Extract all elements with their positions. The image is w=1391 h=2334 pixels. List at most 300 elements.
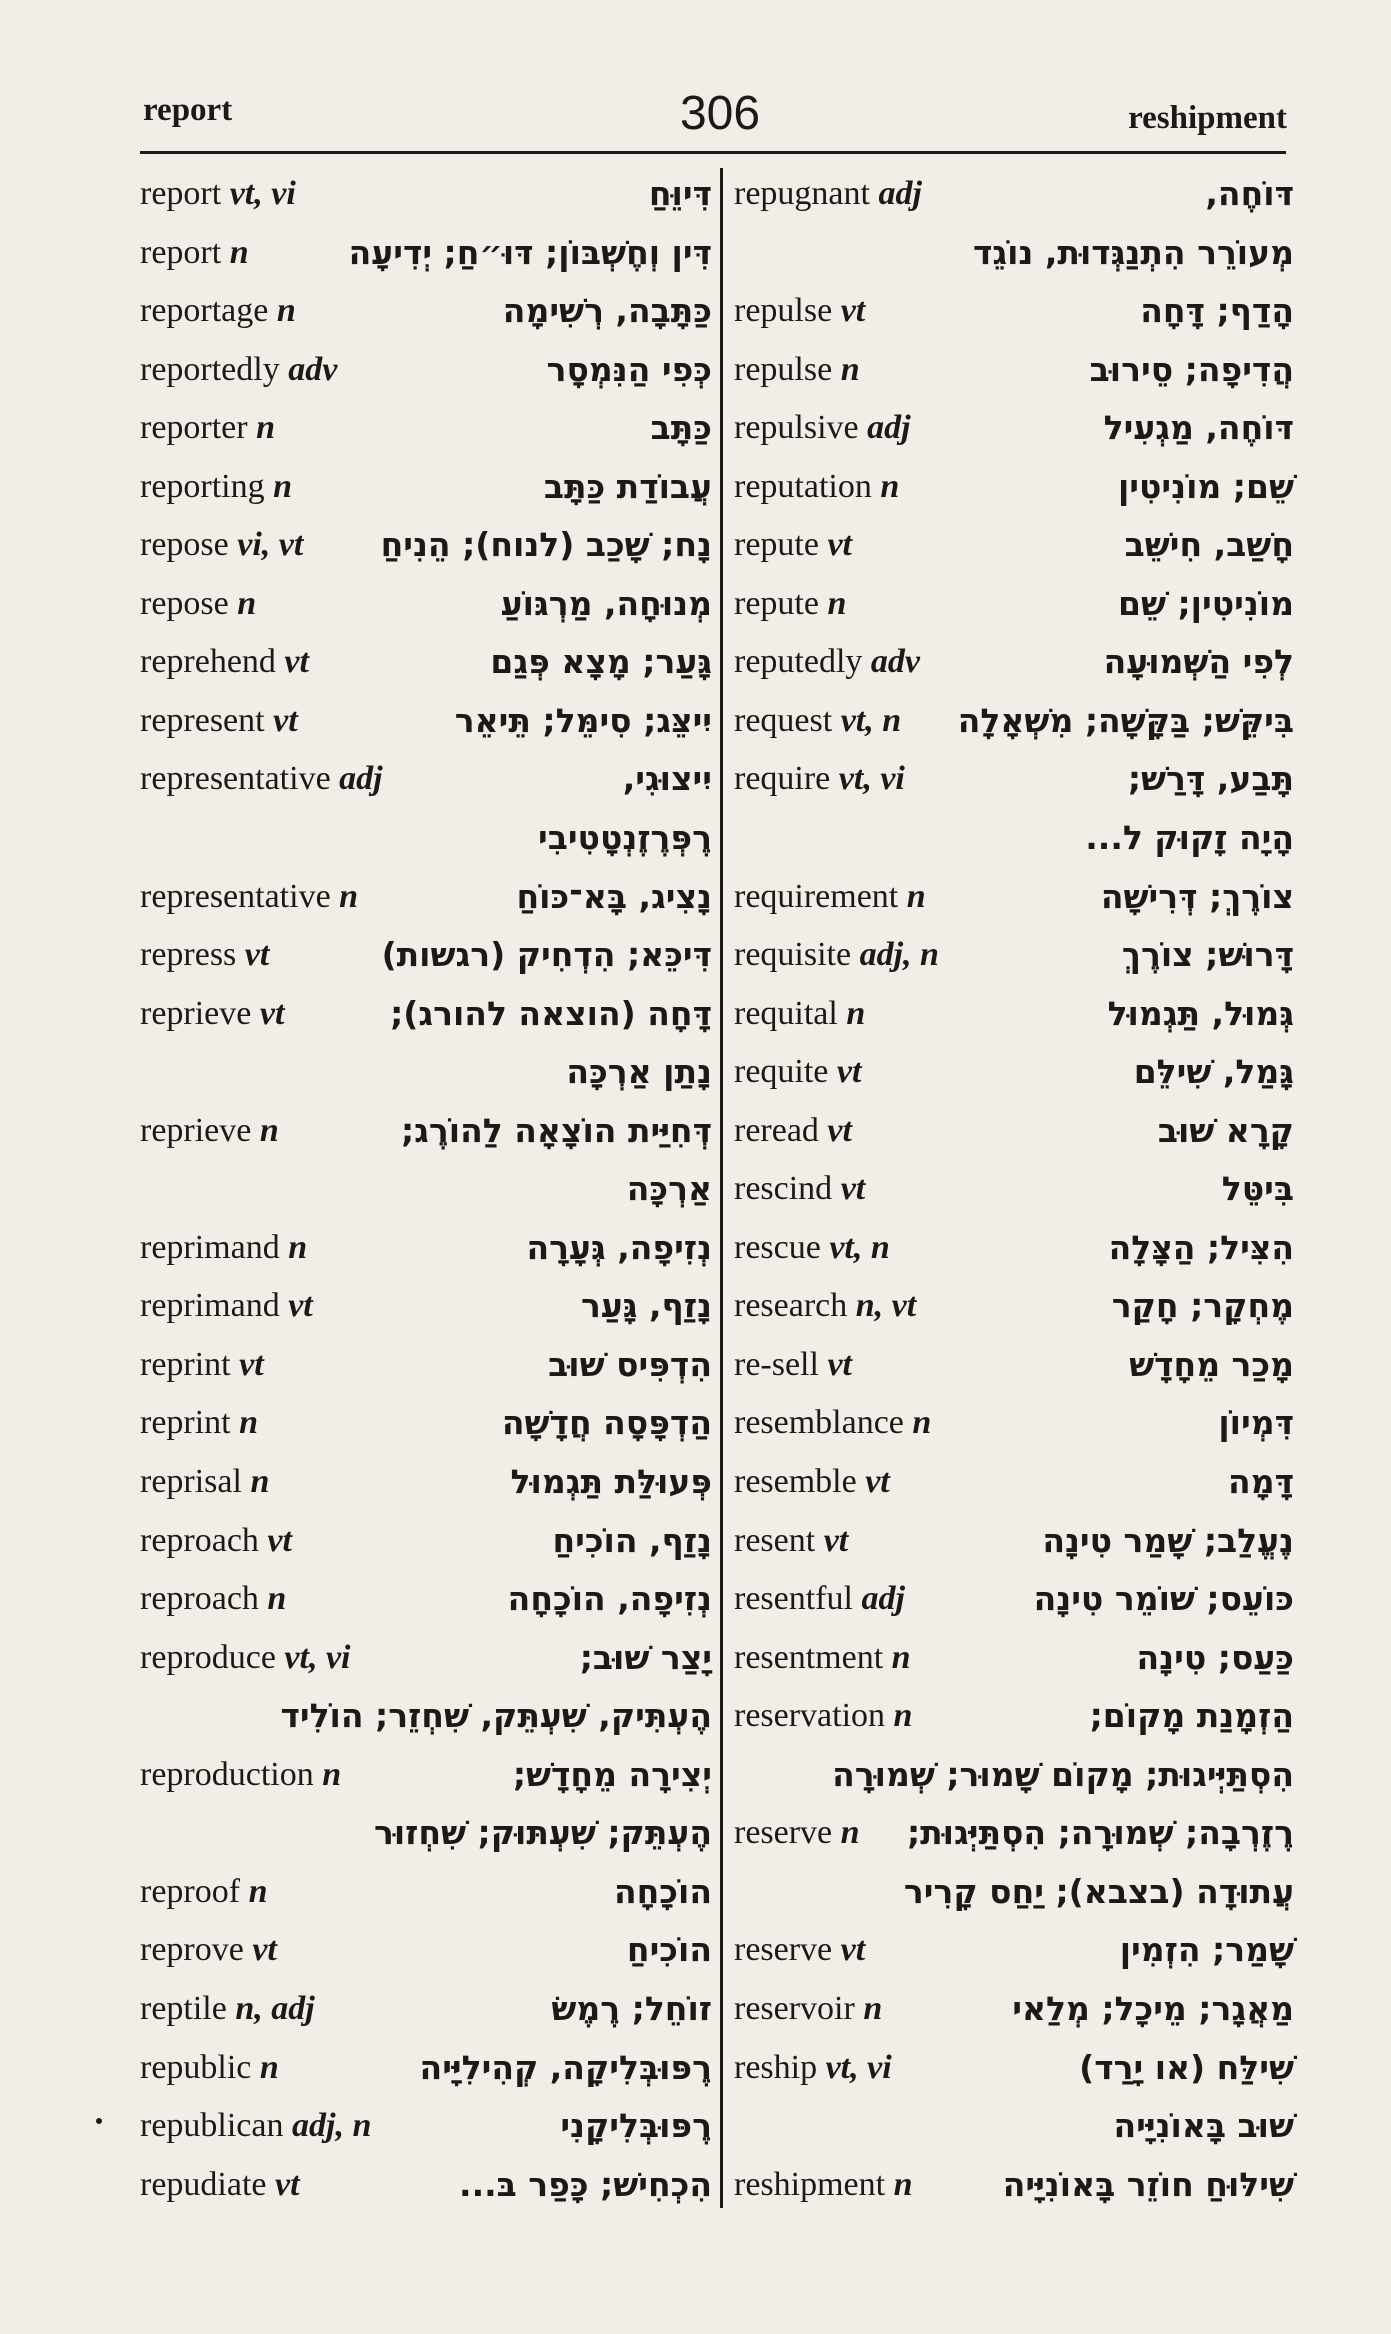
part-of-speech: n <box>322 1755 342 1793</box>
headword <box>140 2156 300 2214</box>
part-of-speech: vt <box>244 936 270 974</box>
dictionary-entry <box>734 2156 1294 2215</box>
dictionary-entry <box>734 282 1294 341</box>
headword <box>140 1570 286 1628</box>
hebrew-translation: נָח; שָׁכַב (לנוח); הֵנִיחַ <box>380 525 712 565</box>
hebrew-translation: פְּעוּלַּת תַּגְמוּל <box>510 1462 712 1502</box>
part-of-speech: vt, vi <box>229 175 296 212</box>
hebrew-translation: נְזִיפָה, גְּעָרָה <box>526 1227 712 1267</box>
dictionary-entry <box>734 1336 1294 1395</box>
dictionary-entry <box>140 1277 712 1336</box>
margin-dot <box>96 2118 102 2124</box>
hebrew-translation: גְּמוּל, תַּגְמוּל <box>1107 993 1294 1033</box>
dictionary-entry <box>734 1277 1294 1336</box>
dictionary-entry <box>734 2039 1294 2098</box>
headword-text: reprehend <box>140 643 276 681</box>
part-of-speech: n <box>893 1697 913 1735</box>
part-of-speech: adj <box>861 1580 905 1618</box>
part-of-speech: n <box>846 994 866 1032</box>
hebrew-translation: רֶפְּרֶזֶנְטָטִיבִי <box>538 818 712 858</box>
hebrew-translation: רֶזֶרְבָה; שְׁמוּרָה; הִסְתַּיְּגוּת; <box>906 1813 1294 1853</box>
dictionary-entry <box>140 458 712 517</box>
part-of-speech: n <box>840 350 860 388</box>
part-of-speech: n <box>893 2165 913 2203</box>
hebrew-translation: יִיצֵּג; סִימֵּל; תֵּיאֵר <box>454 700 712 740</box>
part-of-speech: n <box>256 409 276 447</box>
headword-text: reservation <box>734 1697 886 1735</box>
headword <box>734 575 846 633</box>
headword <box>140 1512 292 1570</box>
dictionary-entry <box>140 1102 712 1161</box>
headword <box>734 633 920 691</box>
part-of-speech: n <box>250 1463 270 1501</box>
dictionary-entry <box>734 985 1294 1044</box>
headword-text: reservoir <box>734 1989 855 2027</box>
headword <box>140 868 358 926</box>
headword-text: rescind <box>734 1170 833 1208</box>
part-of-speech: vt <box>239 1345 264 1383</box>
headword <box>140 1102 279 1160</box>
hebrew-translation: יְצִירָה מֵחָדָשׁ; <box>512 1754 712 1794</box>
part-of-speech: vt <box>823 1521 849 1559</box>
headword <box>140 2097 371 2155</box>
hebrew-translation: הָדַף; דָּחָה <box>1140 291 1294 331</box>
headword-text: reprint <box>140 1345 231 1383</box>
headword-text: repudiate <box>140 2165 267 2203</box>
part-of-speech: n <box>880 467 900 505</box>
headword-text: repulse <box>734 350 833 388</box>
headword <box>734 985 865 1043</box>
hebrew-translation: דּוֹחֶה, <box>1205 174 1294 213</box>
hebrew-translation: שִׁילַּח (או יָרַד) <box>1079 2047 1294 2087</box>
right-column <box>734 165 1294 2214</box>
part-of-speech: adj <box>339 760 383 798</box>
hebrew-translation: מְעוֹרֵר הִתְנַגְּדוּת, נוֹגֵד <box>972 232 1294 272</box>
part-of-speech: n <box>259 2048 279 2086</box>
hebrew-translation: לְפִי הַשְּׁמוּעָה <box>1103 642 1294 682</box>
headword-text: reserve <box>734 1931 833 1969</box>
headword <box>734 1921 865 1979</box>
dictionary-entry <box>734 1921 1294 1980</box>
headword <box>734 1160 865 1218</box>
hebrew-translation: הֲדִיפָה; סֵירוּב <box>1089 349 1294 389</box>
hebrew-translation: הֶעְתֵּק; שִׁעְתּוּק; שִׁחְזוּר <box>373 1813 712 1853</box>
hebrew-translation: כַּתָּב <box>650 408 712 448</box>
headword-text: reportedly <box>140 350 280 388</box>
headword <box>140 282 296 340</box>
dictionary-entry <box>734 1804 1294 1863</box>
hebrew-translation: נְזִיפָה, הוֹכָחָה <box>507 1579 712 1619</box>
hebrew-translation: דִּיוֵּחַ <box>648 174 712 213</box>
dictionary-entry <box>734 1160 1294 1219</box>
part-of-speech: adj <box>878 175 922 212</box>
headword-text: reptile <box>140 1989 227 2027</box>
hebrew-translation: נָזַף, גָּעַר <box>580 1286 712 1326</box>
dictionary-entry <box>734 1453 1294 1512</box>
part-of-speech: n <box>827 584 847 622</box>
headword-text: reporting <box>140 467 265 505</box>
header-rule <box>140 151 1286 154</box>
hebrew-translation: מַאֲגָר; מֵיכָל; מְלַאי <box>1012 1988 1294 2028</box>
headword <box>734 1512 848 1570</box>
headword <box>140 1629 351 1687</box>
headword <box>734 1980 882 2038</box>
headword-text: reprimand <box>140 1228 280 1266</box>
headword <box>734 1394 931 1452</box>
dictionary-entry <box>140 868 712 927</box>
hebrew-translation: עֲתוּדָה (בצבא); יַחַס קָרִיר <box>903 1871 1294 1911</box>
dictionary-entry <box>140 1453 712 1512</box>
part-of-speech: adv <box>870 643 920 681</box>
entry-continuation <box>734 1746 1294 1805</box>
part-of-speech: vt, vi <box>284 1638 351 1676</box>
headword <box>734 1687 912 1745</box>
headword-text: require <box>734 760 831 798</box>
headword-text: report <box>140 233 222 271</box>
hebrew-translation: הַזְמָנַת מָקוֹם; <box>1089 1696 1294 1736</box>
entry-continuation <box>734 809 1294 868</box>
part-of-speech: n, vt <box>855 1287 917 1325</box>
headword-text: resemble <box>734 1463 857 1501</box>
headword <box>140 1219 307 1277</box>
dictionary-entry <box>734 750 1294 809</box>
hebrew-translation: תָּבַע, דָּרַשׁ; <box>1127 759 1294 799</box>
dictionary-entry <box>734 1512 1294 1571</box>
dictionary-entry <box>734 1687 1294 1746</box>
part-of-speech: adj, n <box>859 936 939 974</box>
part-of-speech: n <box>288 1228 308 1266</box>
part-of-speech: n <box>891 1638 911 1676</box>
header-first-entry: report <box>143 92 233 128</box>
headword <box>734 2156 913 2214</box>
dictionary-entry <box>140 1219 712 1278</box>
header-last-entry: reshipment <box>1128 100 1287 136</box>
part-of-speech: vt <box>267 1521 292 1559</box>
hebrew-translation: גָּעַר; מָצָא פְּגַם <box>490 642 712 682</box>
dictionary-entry <box>140 399 712 458</box>
hebrew-translation: שׁוּב בָּאוֹנִיָּיה <box>1113 2106 1294 2146</box>
headword <box>140 926 269 984</box>
headword-text: reprimand <box>140 1287 280 1325</box>
headword-text: reserve <box>734 1814 833 1852</box>
dictionary-entry <box>140 165 712 224</box>
headword <box>734 1102 852 1160</box>
headword <box>734 1453 890 1511</box>
part-of-speech: vt, vi <box>825 2048 892 2086</box>
headword <box>734 282 865 340</box>
headword-text: repugnant <box>734 175 870 212</box>
dictionary-entry <box>734 868 1294 927</box>
part-of-speech: vt <box>836 1053 862 1091</box>
hebrew-translation: דָּרוּשׁ; צוֹרֶךְ <box>1121 935 1294 975</box>
headword <box>734 750 905 808</box>
part-of-speech: vi, vt <box>237 526 304 564</box>
hebrew-translation: רֶפּוּבְּלִיקָנִי <box>560 2106 712 2146</box>
dictionary-entry <box>734 341 1294 400</box>
part-of-speech: n <box>339 877 359 915</box>
headword <box>734 1629 911 1687</box>
hebrew-translation: כַּעַס; טִינָה <box>1136 1637 1294 1677</box>
headword-text: requirement <box>734 877 899 915</box>
dictionary-entry <box>734 458 1294 517</box>
hebrew-translation: הִכְחִישׁ; כָּפַר בּ... <box>459 2164 712 2204</box>
headword <box>140 633 309 691</box>
part-of-speech: n <box>912 1404 932 1442</box>
part-of-speech: vt <box>827 1111 852 1149</box>
entry-continuation <box>734 2097 1294 2156</box>
dictionary-entry <box>734 1043 1294 1102</box>
headword <box>734 692 901 750</box>
headword <box>140 1277 313 1335</box>
part-of-speech: vt <box>840 1931 866 1969</box>
hebrew-translation: אַרְכָּה <box>626 1169 712 1209</box>
hebrew-translation: בִּיטֵּל <box>1221 1169 1294 1209</box>
dictionary-entry <box>140 1863 712 1922</box>
part-of-speech: n <box>906 877 926 915</box>
part-of-speech: adv <box>288 350 338 388</box>
headword <box>140 399 275 457</box>
dictionary-entry <box>734 692 1294 751</box>
hebrew-translation: כְּפִי הַנִּמְסָר <box>546 349 712 389</box>
headword-text: reprieve <box>140 1111 252 1149</box>
part-of-speech: vt <box>259 994 285 1032</box>
hebrew-translation: דִּין וְחֶשְׁבּוֹן; דּוּ״חַ; יְדִיעָה <box>348 232 712 272</box>
headword-text: resentment <box>734 1638 884 1676</box>
headword-text: repute <box>734 584 819 622</box>
headword <box>140 2039 279 2097</box>
hebrew-translation: רֶפּוּבְּלִיקָה, קְהִילִיָּיה <box>419 2047 712 2087</box>
part-of-speech: n <box>273 467 293 505</box>
headword <box>140 575 256 633</box>
part-of-speech: n <box>239 1404 259 1442</box>
hebrew-translation: הִסְתַּיְּיגוּת; מָקוֹם שָׁמוּר; שְׁמוּרָה <box>832 1754 1294 1794</box>
part-of-speech: vt <box>840 1170 866 1208</box>
headword <box>140 165 296 223</box>
part-of-speech: vt <box>288 1287 313 1325</box>
part-of-speech: n <box>237 584 257 622</box>
dictionary-entry <box>140 1980 712 2039</box>
dictionary-entry <box>140 341 712 400</box>
dictionary-entry <box>140 1394 712 1453</box>
headword-text: reportage <box>140 292 269 330</box>
dictionary-entry <box>140 985 712 1044</box>
part-of-speech: n <box>259 1111 279 1149</box>
part-of-speech: n <box>276 292 296 330</box>
headword <box>140 692 298 750</box>
dictionary-entry <box>140 1746 712 1805</box>
part-of-speech: n <box>863 1989 883 2027</box>
headword <box>140 1336 264 1394</box>
hebrew-translation: שִׁילּוּחַ חוֹזֵר בָּאוֹנִיָּיה <box>1002 2164 1294 2204</box>
hebrew-translation: גָּמַל, שִׁילֵּם <box>1133 1052 1294 1092</box>
headword-text: reprint <box>140 1404 231 1442</box>
headword <box>734 165 922 223</box>
part-of-speech: n <box>840 1814 860 1852</box>
hebrew-translation: יִיצוּגִי, <box>622 759 712 799</box>
part-of-speech: adj <box>867 409 911 447</box>
dictionary-entry <box>140 516 712 575</box>
headword-text: reprove <box>140 1931 244 1969</box>
headword-text: repress <box>140 936 237 974</box>
entry-continuation <box>140 1687 712 1746</box>
hebrew-translation: הַדְפָּסָה חֲדָשָׁה <box>501 1403 712 1443</box>
dictionary-entry <box>140 282 712 341</box>
headword <box>140 458 292 516</box>
part-of-speech: n <box>267 1580 287 1618</box>
headword-text: resent <box>734 1521 816 1559</box>
headword-text: reporter <box>140 409 248 447</box>
headword <box>734 341 860 399</box>
column-divider <box>720 168 723 2208</box>
headword-text: reputation <box>734 467 872 505</box>
headword-text: request <box>734 701 833 739</box>
headword <box>734 458 899 516</box>
part-of-speech: vt, n <box>829 1228 890 1266</box>
dictionary-entry <box>734 1219 1294 1278</box>
hebrew-translation: כַּתָּבָה, רְשִׁימָה <box>502 291 712 331</box>
headword-text: reprieve <box>140 994 252 1032</box>
headword-text: repose <box>140 526 229 564</box>
part-of-speech: vt <box>827 1345 852 1383</box>
hebrew-translation: הִדְפִּיס שׁוּב <box>548 1344 712 1384</box>
headword-text: reship <box>734 2048 818 2086</box>
dictionary-entry <box>140 1512 712 1571</box>
headword-text: reshipment <box>734 2165 886 2203</box>
headword-text: republic <box>140 2048 252 2086</box>
part-of-speech: vt <box>273 701 298 739</box>
hebrew-translation: בִּיקֵּשׁ; בַּקָּשָׁה; מִשְׁאָלָה <box>957 700 1294 740</box>
headword-text: represent <box>140 701 265 739</box>
hebrew-translation: דִּמְיוֹן <box>1218 1403 1294 1443</box>
dictionary-entry <box>734 633 1294 692</box>
headword-text: report <box>140 175 222 212</box>
headword-text: reproach <box>140 1521 259 1559</box>
headword <box>140 1921 277 1979</box>
hebrew-translation: נָזַף, הוֹכִיחַ <box>552 1520 712 1560</box>
dictionary-entry <box>140 926 712 985</box>
hebrew-translation: זוֹחֵל; רֶמֶשׂ <box>551 1988 712 2028</box>
dictionary-entry <box>734 1394 1294 1453</box>
part-of-speech: vt, n <box>840 701 902 739</box>
part-of-speech: vt <box>252 1931 277 1969</box>
headword-text: repute <box>734 526 819 564</box>
dictionary-entry <box>140 2097 712 2156</box>
dictionary-entry <box>734 1629 1294 1688</box>
headword <box>140 1453 269 1511</box>
dictionary-entry <box>140 692 712 751</box>
hebrew-translation: קָרָא שׁוּב <box>1157 1110 1294 1150</box>
headword <box>734 2039 892 2097</box>
part-of-speech: n <box>229 233 249 271</box>
headword-text: rescue <box>734 1228 821 1266</box>
dictionary-entry <box>140 224 712 283</box>
hebrew-translation: כּוֹעֵס; שׁוֹמֵר טִינָה <box>1033 1579 1294 1619</box>
headword <box>140 1394 258 1452</box>
part-of-speech: vt, vi <box>838 760 905 798</box>
headword <box>734 926 939 984</box>
dictionary-entry <box>140 1629 712 1688</box>
part-of-speech: adj, n <box>292 2107 372 2145</box>
hebrew-translation: עֲבוֹדַת כַּתָּב <box>543 466 712 506</box>
page-number: 306 <box>679 87 761 140</box>
headword <box>734 1336 852 1394</box>
headword <box>140 1746 341 1804</box>
hebrew-translation: דּוֹחֶה, מַגְעִיל <box>1103 408 1294 448</box>
headword <box>140 341 337 399</box>
headword-text: reproduction <box>140 1755 314 1793</box>
dictionary-entry <box>734 1980 1294 2039</box>
headword <box>140 985 284 1043</box>
headword-text: repulsive <box>734 409 859 447</box>
hebrew-translation: נָצִיג, בָּא־כּוֹחַ <box>516 876 712 916</box>
dictionary-entry <box>734 926 1294 985</box>
hebrew-translation: הֶעְתִּיק, שִׁעְתֵּק, שִׁחְזֵר; הוֹלִיד <box>280 1696 712 1736</box>
hebrew-translation: דָּמָה <box>1228 1462 1294 1502</box>
hebrew-translation: דִּיכֵּא; הִדְחִיק (רגשות) <box>381 935 712 975</box>
dictionary-entry <box>140 575 712 634</box>
part-of-speech: n, adj <box>235 1989 315 2027</box>
hebrew-translation: צוֹרֶךְ; דְּרִישָׁה <box>1100 876 1294 916</box>
hebrew-translation: שֵׁם; מוֹנִיטִין <box>1117 466 1294 506</box>
dictionary-entry <box>140 2156 712 2215</box>
hebrew-translation: הָיָה זָקוּק ל... <box>1085 818 1294 858</box>
hebrew-translation: דָּחָה (הוצאה להורג); <box>390 993 712 1033</box>
dictionary-entry <box>734 399 1294 458</box>
headword <box>140 224 249 282</box>
part-of-speech: vt <box>827 526 852 564</box>
headword-text: reread <box>734 1111 819 1149</box>
hebrew-translation: נָתַן אַרְכָּה <box>566 1052 712 1092</box>
headword <box>140 750 383 808</box>
dictionary-entry <box>140 1921 712 1980</box>
hebrew-translation: הִצִּיל; הַצָּלָה <box>1108 1227 1294 1267</box>
hebrew-translation: נֶעֱלַב; שָׁמַר טִינָה <box>1042 1520 1294 1560</box>
hebrew-translation: שָׁמַר; הִזְמִין <box>1119 1930 1294 1970</box>
headword <box>140 1980 315 2038</box>
hebrew-translation: מְנוּחָה, מַרְגּוֹעַ <box>500 583 712 623</box>
headword <box>140 516 303 574</box>
headword-text: requisite <box>734 936 852 974</box>
dictionary-entry <box>140 750 712 809</box>
entry-continuation <box>140 1804 712 1863</box>
hebrew-translation: הוֹכִיחַ <box>626 1930 712 1970</box>
headword <box>734 1043 861 1101</box>
headword-text: reproach <box>140 1580 259 1618</box>
headword <box>734 516 852 574</box>
headword <box>140 1863 267 1921</box>
dictionary-entry <box>734 516 1294 575</box>
headword-text: reproof <box>140 1872 241 1910</box>
headword <box>734 399 911 457</box>
headword-text: requite <box>734 1053 829 1091</box>
hebrew-translation: חָשַׁב, חִישֵּׁב <box>1124 525 1294 565</box>
dictionary-entry <box>734 1102 1294 1161</box>
headword <box>734 1570 905 1628</box>
hebrew-translation: הוֹכָחָה <box>613 1871 712 1911</box>
dictionary-entry <box>140 2039 712 2098</box>
hebrew-translation: מֶחְקָר; חָקַר <box>1111 1286 1294 1326</box>
entry-continuation <box>140 809 712 868</box>
headword-text: repulse <box>734 292 833 330</box>
hebrew-translation: מוֹנִיטִין; שֵׁם <box>1117 583 1294 623</box>
hebrew-translation: דְּחִיַּית הוֹצָאָה לַהוֹרֶג; <box>400 1110 712 1150</box>
headword-text: requital <box>734 994 838 1032</box>
entry-continuation <box>734 1863 1294 1922</box>
part-of-speech: vt <box>284 643 309 681</box>
dictionary-entry <box>734 1570 1294 1629</box>
left-column <box>140 165 712 2214</box>
headword <box>734 1804 860 1862</box>
